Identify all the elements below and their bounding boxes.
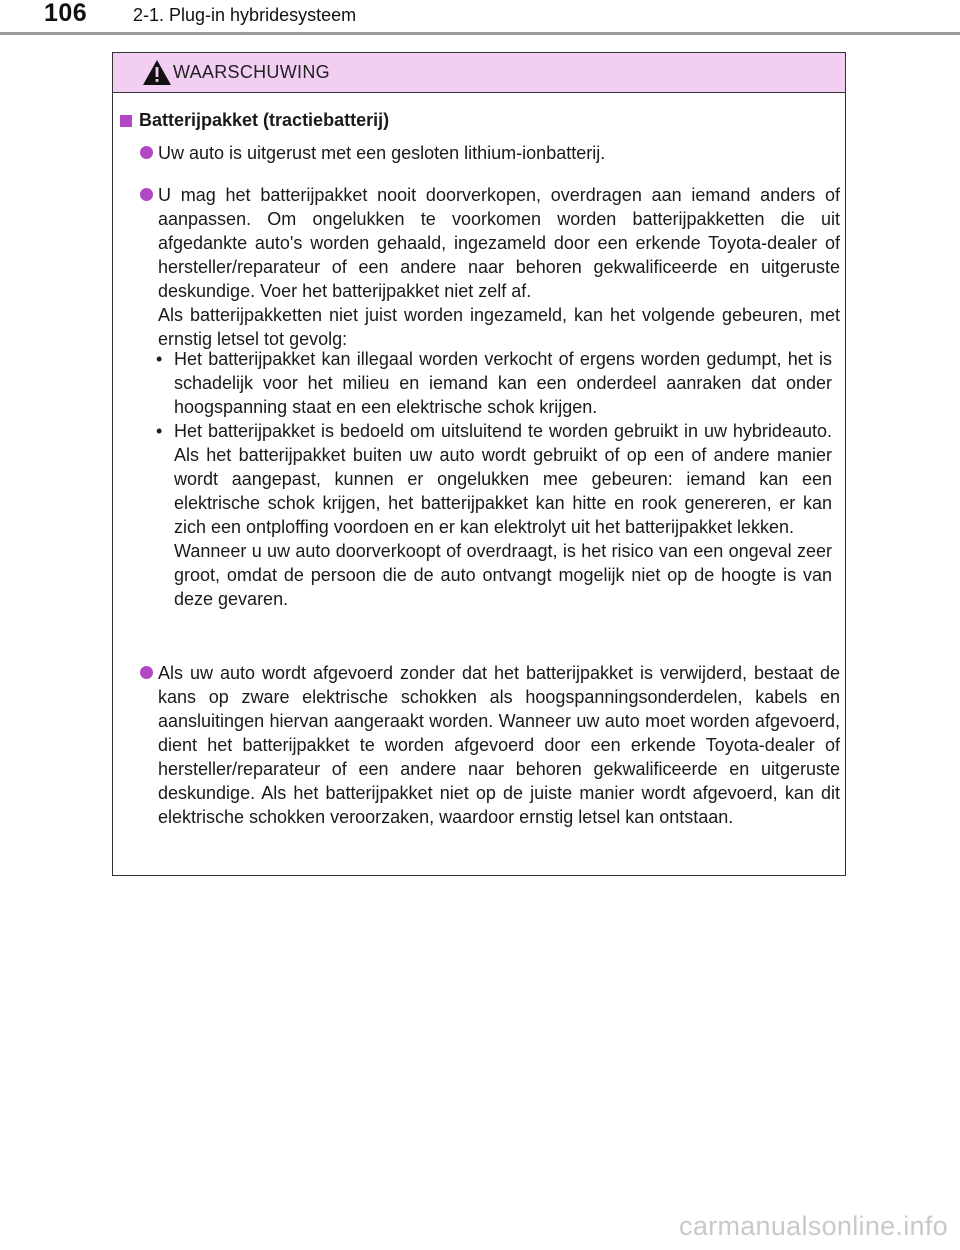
sub-list bbox=[156, 347, 832, 611]
list-item bbox=[140, 141, 840, 165]
sub-bullet-icon: • bbox=[156, 421, 163, 441]
list-item bbox=[140, 183, 840, 351]
warning-box bbox=[112, 52, 846, 876]
sub-bullet-icon: • bbox=[156, 349, 163, 369]
list-item-text: Als uw auto wordt afgevoerd zonder dat het batterijpakket is verwijderd, bestaat de kans op zware elektrische schokken als hoogspanningsonderdelen, kabels en aansluitingen hiervan aangeraakt worden. Wanneer uw auto moet worden afgevoerd, dient het batterijpakket te worden afgevoerd door een erkende Toyota-dealer of hersteller/reparateur of een andere naar behoren gekwalificeerde en uitgeruste deskundige. Als het batterijpakket niet op de juiste manier wordt afgevoerd, kan dit elektrische schokken veroorzaken, waardoor ernstig letsel kan ontstaan. bbox=[158, 663, 840, 827]
square-bullet-icon bbox=[120, 115, 132, 127]
round-bullet-icon bbox=[140, 146, 153, 159]
watermark: carmanualsonline.info bbox=[679, 1211, 948, 1241]
section-title: 2-1. Plug-in hybridesysteem bbox=[133, 5, 357, 25]
list-item-text: U mag het batterijpakket nooit doorverkopen, overdragen aan iemand anders of aanpassen. Om ongelukken te voorkomen worden batterijpakketten die uit afgedankte auto's worden gehaald, ingezameld door een erkende Toyota-dealer of hersteller/reparateur of een andere naar behoren gekwalificeerde en uitgeruste deskundige. Voer het batterijpakket niet zelf af. bbox=[158, 185, 840, 301]
header-rule bbox=[0, 32, 960, 35]
sub-list-item bbox=[156, 347, 832, 419]
warning-heading-text: Batterijpakket (tractiebatterij) bbox=[139, 110, 390, 130]
warning-header bbox=[113, 53, 845, 93]
warning-heading bbox=[120, 110, 389, 131]
round-bullet-icon bbox=[140, 188, 153, 201]
list-item-text: Als batterijpakketten niet juist worden ingezameld, kan het volgende gebeuren, met ernstig letsel tot gevolg: bbox=[158, 305, 840, 349]
sub-paragraph: Wanneer u uw auto doorverkoopt of overdraagt, is het risico van een ongeval zeer groot, omdat de persoon die de auto ontvangt mogelijk niet op de hoogte is van deze gevaren. bbox=[174, 541, 832, 609]
warning-label: WAARSCHUWING bbox=[173, 62, 330, 82]
page-header bbox=[0, 0, 960, 34]
sub-list-item-text: Het batterijpakket kan illegaal worden verkocht of ergens worden gedumpt, het is schadelijk voor het milieu en iemand kan een onderdeel aanraken dat onder hoogspanning staat en een elektrische schok krijgen. bbox=[174, 349, 832, 417]
list-item-text: Uw auto is uitgerust met een gesloten lithium-ionbatterij. bbox=[158, 143, 606, 163]
warning-triangle-icon bbox=[142, 59, 172, 86]
sub-list-item bbox=[156, 419, 832, 539]
sub-list-item-text: Het batterijpakket is bedoeld om uitsluitend te worden gebruikt in uw hybrideauto. Als het batterijpakket buiten uw auto wordt gebruikt of op een of andere manier wordt aangepast, kunnen er ongelukken mee gebeuren: iemand kan een elektrische schok krijgen, het batterijpakket kan hitte en rook genereren, er kan zich een ontploffing voordoen en er kan elektrolyt uit het batterijpakket lekken. bbox=[174, 421, 832, 537]
round-bullet-icon bbox=[140, 666, 153, 679]
list-item bbox=[140, 661, 840, 829]
page-number: 106 bbox=[44, 0, 88, 27]
